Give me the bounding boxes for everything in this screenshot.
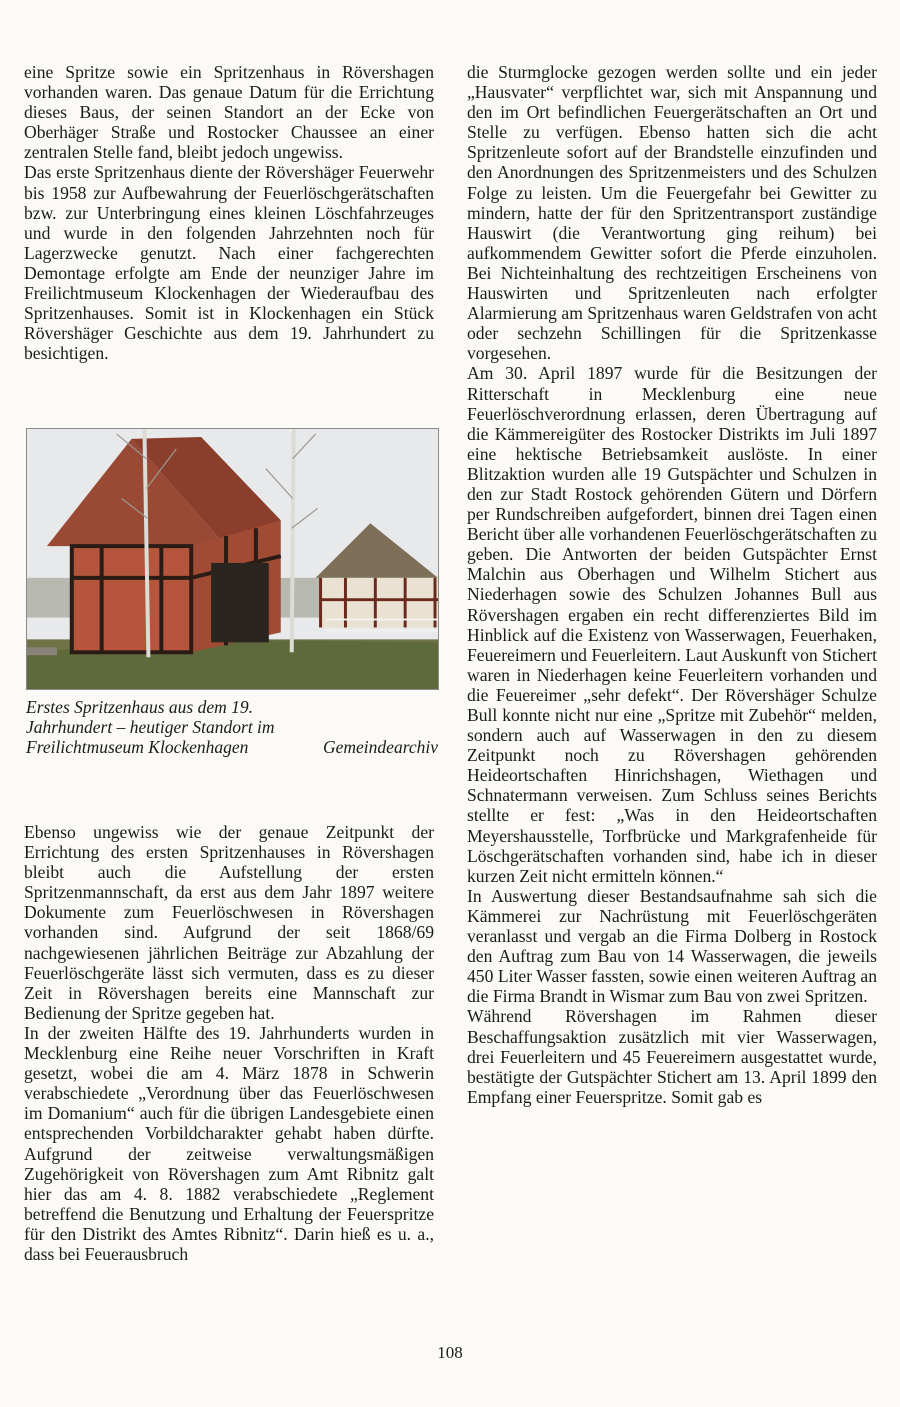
- right-column: [467, 62, 877, 1107]
- caption-credit: Gemeindearchiv: [323, 737, 438, 758]
- paragraph: In Auswertung dieser Bestandsaufnahme sah sich die Kämmerei zur Nachrüstung mit Feuerlöschgeräten veranlasst und vergab an die Firma Dolberg in Rostock den Auftrag zum Bau von 14 Wasserwagen, die jeweils 450 Liter Wasser fassten, sowie einen weiteren Auftrag an die Firma Brandt in Wismar zum Bau von zwei Spritzen.: [467, 885, 877, 1007]
- photo-illustration: [27, 429, 438, 689]
- paragraph: die Sturmglocke gezogen werden sollte und ein jeder „Hausvater“ verpflichtet war, sich mit Anspannung und den im Ort befindlichen Feuergerätschaften an Ort und Stelle zu verfügen. Ebenso hatten sich die acht Spritzenleute sofort auf der Brandstelle einzufinden und den Anordnungen des Spritzenmeisters und des Schulzen Folge zu leisten. Um die Feuergefahr bei Gewitter zu mindern, hatte der für den Spritzentransport zuständige Hauswirt (die Verantwortung ging reihum) bei aufkommendem Gewitter sofort die Pferde einzuholen. Bei Nichteinhaltung des rechtzeitigen Erscheinens von Hauswirten und Spritzenleuten nach erfolgter Alarmierung am Spritzenhaus waren Geldstrafen von acht oder sechzehn Schillingen für die Spritzenkasse vorgesehen.: [467, 62, 877, 364]
- left-column-top: [24, 62, 434, 363]
- paragraph: In der zweiten Hälfte des 19. Jahrhunderts wurden in Mecklenburg eine Reihe neuer Vorschriften in Kraft gesetzt, wobei die am 4. März 1878 in Schwerin verabschiedete „Verordnung über das Feuerlöschwesen im Domanium“ auch für die übrigen Landesgebiete einen entsprechenden Vorbildcharakter gehabt haben dürfte. Aufgrund der zeitweise verwaltungsmäßigen Zugehörigkeit von Rövershagen zum Amt Ribnitz galt hier das am 4. 8. 1882 verabschiedete „Reglement betreffend die Benutzung und Erhaltung der Feuerspritze für den Distrikt des Amtes Ribnitz“. Darin hieß es u. a., dass bei Feuerausbruch: [24, 1022, 434, 1264]
- figure-caption: [26, 697, 438, 758]
- paragraph: Das erste Spritzenhaus diente der Rövershäger Feuerwehr bis 1958 zur Aufbewahrung der Feuerlöschgerätschaften bzw. zur Unterbringung eines kleinen Löschfahrzeuges und wurde in den folgenden Jahrzehnten noch für Lagerzwecke genutzt. Nach einer fachgerechten Demontage erfolgte am Ende der neunziger Jahre im Freilichtmuseum Klockenhagen der Wiederaufbau des Spritzenhauses. Somit ist in Klockenhagen ein Stück Rövershäger Geschichte aus dem 19. Jahrhundert zu besichtigen.: [24, 162, 434, 364]
- page-number: 108: [437, 1343, 463, 1362]
- photo-spritzenhaus: [26, 428, 439, 690]
- paragraph: Am 30. April 1897 wurde für die Besitzungen der Ritterschaft in Mecklenburg eine neue Feuerlöschverordnung erlassen, deren Übertragung auf die Kämmereigüter des Rostocker Distrikts im Juli 1897 eine hektische Betriebsamkeit auslöste. In einer Blitzaktion wurden alle 19 Gutspächter und Schulzen in den zur Stadt Rostock gehörenden Gütern und Dörfern per Rundschreiben aufgefordert, binnen drei Tagen einen Bericht über alle vorhandenen Feuerlöschgerätschaften zu geben. Die Antworten der beiden Gutspächter Ernst Malchin aus Oberhagen und Wilhelm Stichert aus Niederhagen sowie des Schulzen Johannes Bull aus Rövershagen ergaben ein recht differenziertes Bild im Hinblick auf die Existenz von Wasserwagen, Feuerhaken, Feuereimern und Feuerleitern. Laut Auskunft von Stichert waren in Niederhagen keine Feuerleitern vorhanden und die Feuereimer „sehr defekt“. Der Rövershäger Schulze Bull konnte nicht nur eine „Spritze mit Zubehör“ melden, sondern auch auf Wasserwagen in den zu diesem Zeitpunkt noch zu Rövershagen gehörenden Heideortschaften Hinrichshagen, Wiethagen und Schnatermann verweisen. Zum Schluss seines Berichts stellte er fest: „Was in den Heideortschaften Meyershausstelle, Torfbrücke und Markgrafenheide für Löschgerätschaften vorhanden sind, habe ich in dieser kurzen Zeit nicht ermitteln können.“: [467, 363, 877, 886]
- left-column-bottom: [24, 822, 434, 1264]
- caption-text: Erstes Spritzenhaus aus dem 19. Jahrhundert – heutiger Standort im Freilichtmuseum Klockenhagen: [26, 697, 275, 758]
- paragraph: eine Spritze sowie ein Spritzenhaus in Rövershagen vorhanden waren. Das genaue Datum für die Errichtung dieses Baus, der seinen Standort an der Ecke von Oberhäger Straße und Rostocker Chaussee an einer zentralen Stelle fand, bleibt jedoch ungewiss.: [24, 62, 434, 163]
- paragraph: Während Rövershagen im Rahmen dieser Beschaffungsaktion zusätzlich mit vier Wasserwagen, drei Feuerleitern und 45 Feuereimern ausgestattet wurde, bestätigte der Gutspächter Stichert am 13. April 1899 den Empfang einer Feuerspritze. Somit gab es: [467, 1006, 877, 1107]
- paragraph: Ebenso ungewiss wie der genaue Zeitpunkt der Errichtung des ersten Spritzenhauses in Rövershagen bleibt auch die Aufstellung der ersten Spritzenmannschaft, da erst aus dem Jahr 1897 weitere Dokumente zum Feuerlöschwesen in Rövershagen vorhanden sind. Aufgrund der seit 1868/69 nachgewiesenen jährlichen Beiträge zur Abzahlung der Feuerlöschgeräte lässt sich vermuten, dass es zu dieser Zeit in Rövershagen bereits eine Mannschaft zur Bedienung der Spritze gegeben hat.: [24, 822, 434, 1023]
